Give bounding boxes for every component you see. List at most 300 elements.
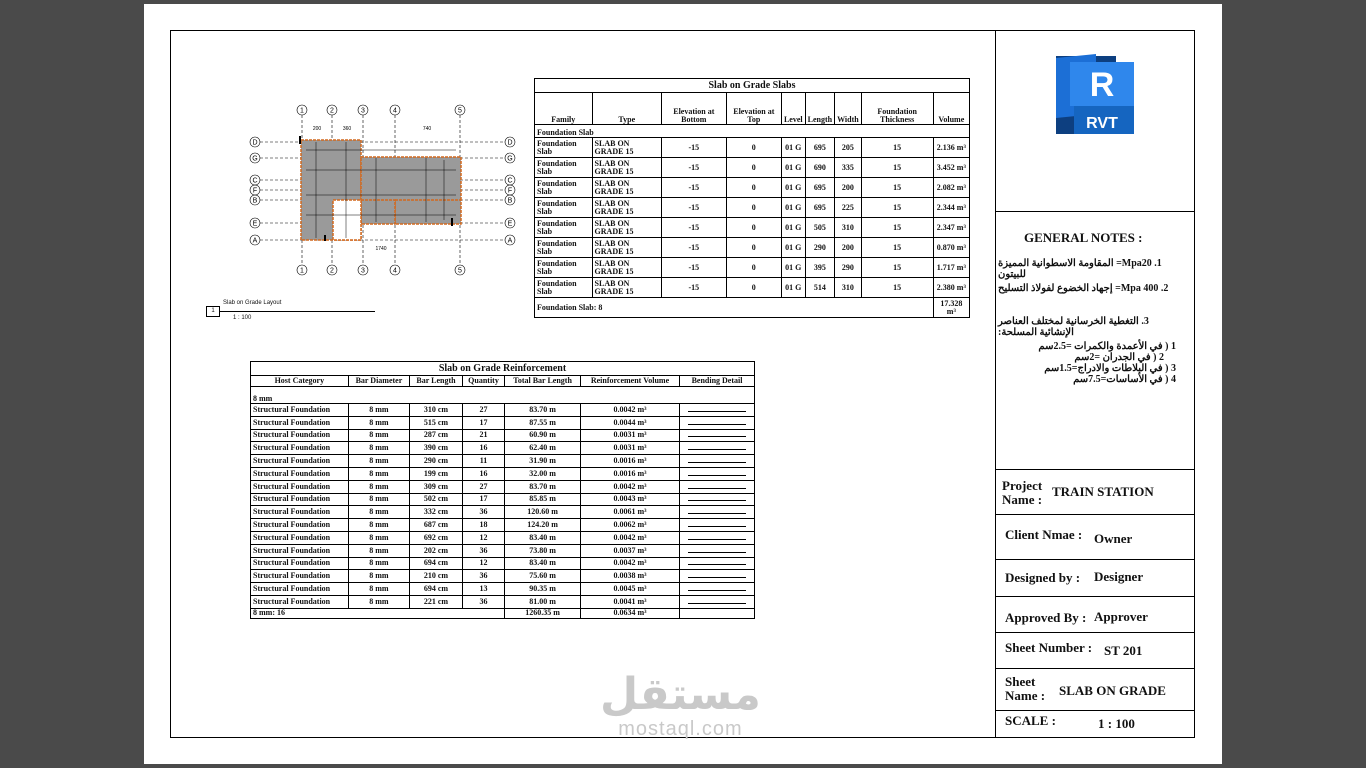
bending-detail-cell (680, 557, 755, 570)
grid-label-left: G (252, 155, 258, 163)
reinf-cell: 0.0062 m³ (580, 519, 679, 532)
slab-cell: Foundation Slab (535, 158, 593, 178)
reinf-cell: 83.40 m (505, 531, 581, 544)
bending-detail-cell (680, 442, 755, 455)
tb-divider (995, 559, 1195, 560)
grid-label-left: E (252, 220, 258, 228)
bending-detail-line (688, 431, 746, 437)
note-item: 4 ( في الأساسات=7.5سم (1073, 374, 1176, 385)
slab-cell: Foundation Slab (535, 178, 593, 198)
reinf-cell: 309 cm (410, 480, 463, 493)
bending-detail-line (688, 483, 746, 489)
reinf-cell: 8 mm (348, 404, 410, 417)
bending-detail-cell (680, 519, 755, 532)
reinf-cell: Structural Foundation (251, 557, 349, 570)
reinf-row (251, 583, 755, 596)
bending-detail-cell (680, 493, 755, 506)
slab-cell: 15 (861, 138, 933, 158)
slab-cell: 15 (861, 278, 933, 298)
reinf-cell: 0.0043 m³ (580, 493, 679, 506)
slab-cell: 200 (835, 238, 862, 258)
bending-detail-cell (680, 531, 755, 544)
slab-col-header: Volume (933, 93, 969, 125)
slab-cell: 290 (835, 258, 862, 278)
reinforcement-schedule-table (250, 361, 755, 619)
slab-total: 17.328 m³ (933, 298, 969, 318)
reinf-cell: 0.0042 m³ (580, 557, 679, 570)
bending-detail-line (688, 508, 746, 514)
bending-detail-line (688, 585, 746, 591)
approver-name: Approver (1094, 609, 1148, 624)
grid-label-bottom: 3 (361, 267, 365, 275)
slab-cell: 695 (805, 198, 834, 218)
project-label: Project Name : (1002, 478, 1043, 507)
slab-cell: 0 (726, 178, 781, 198)
notes-title: GENERAL NOTES : (1024, 230, 1143, 245)
slab-cell: 01 G (781, 278, 805, 298)
reinf-cell: 8 mm (348, 455, 410, 468)
slab-cell: 505 (805, 218, 834, 238)
slab-row (535, 178, 970, 198)
client-label: Client Nmae : (1005, 527, 1083, 542)
slab-cell: 225 (835, 198, 862, 218)
reinf-cell: 694 cm (410, 583, 463, 596)
reinf-col-header: Bending Detail (680, 376, 755, 387)
slab-row (535, 138, 970, 158)
reinf-cell: 81.00 m (505, 595, 581, 608)
reinf-row (251, 480, 755, 493)
reinf-cell: 0.0031 m³ (580, 429, 679, 442)
reinf-cell: 85.85 m (505, 493, 581, 506)
reinf-cell: 8 mm (348, 416, 410, 429)
reinf-cell: 8 mm (348, 480, 410, 493)
reinf-cell: 83.70 m (505, 404, 581, 417)
grid-label-left: C (252, 177, 258, 185)
designed-label: Designed by : (1005, 570, 1081, 585)
bending-detail-cell (680, 570, 755, 583)
slab-cell: -15 (661, 178, 726, 198)
reinf-cell: 8 mm (348, 493, 410, 506)
reinf-cell: 202 cm (410, 544, 463, 557)
tb-divider (995, 668, 1195, 669)
reinf-cell: 0.0042 m³ (580, 531, 679, 544)
slab-col-header: Level (781, 93, 805, 125)
project-name: TRAIN STATION (1052, 484, 1154, 499)
bending-detail-line (688, 534, 746, 540)
slab-cell: -15 (661, 158, 726, 178)
reinf-row (251, 506, 755, 519)
reinf-cell: 0.0061 m³ (580, 506, 679, 519)
slab-cell: 15 (861, 238, 933, 258)
slab-row (535, 278, 970, 298)
reinf-cell: 687 cm (410, 519, 463, 532)
watermark-latin: mostaql.com (618, 718, 743, 740)
reinf-cell: Structural Foundation (251, 493, 349, 506)
slab-cell: Foundation Slab (535, 218, 593, 238)
reinf-cell: 32.00 m (505, 467, 581, 480)
tb-divider (995, 632, 1195, 633)
bending-detail-line (688, 572, 746, 578)
tb-divider (995, 211, 1195, 212)
reinf-cell: 16 (462, 442, 504, 455)
reinf-row (251, 429, 755, 442)
slab-cell: Foundation Slab (535, 138, 593, 158)
reinf-cell: 83.40 m (505, 557, 581, 570)
reinf-cell: Structural Foundation (251, 570, 349, 583)
reinf-cell: Structural Foundation (251, 467, 349, 480)
logo-letter: R (1089, 66, 1115, 104)
reinf-cell: Structural Foundation (251, 544, 349, 557)
slab-cell: 01 G (781, 258, 805, 278)
reinf-cell: 8 mm (348, 467, 410, 480)
watermark (600, 669, 761, 741)
slab-cell: 15 (861, 198, 933, 218)
client-name: Owner (1094, 531, 1133, 546)
grid-label-left: F (252, 187, 258, 195)
bending-detail-cell (680, 429, 755, 442)
grid-label-top: 4 (393, 107, 397, 115)
reinf-cell: 287 cm (410, 429, 463, 442)
revit-logo-icon (1056, 54, 1136, 136)
note-item: 1. Mpa20= المقاومة الاسطوانية المميزة للبيتون (998, 258, 1162, 280)
reinf-row (251, 455, 755, 468)
reinf-row (251, 519, 755, 532)
reinf-cell: 27 (462, 404, 504, 417)
reinf-total-volume: 0.0634 m³ (580, 608, 679, 618)
grid-label-right: G (507, 155, 513, 163)
slab-cell: 395 (805, 258, 834, 278)
slab-group-header: Foundation Slab (535, 125, 970, 138)
slab-cell: 01 G (781, 138, 805, 158)
grid-label-right: B (507, 197, 513, 205)
reinf-cell: 12 (462, 557, 504, 570)
sheet-name-label: Sheet Name : (1005, 674, 1046, 703)
grid-label-right: C (507, 177, 513, 185)
reinf-cell: 221 cm (410, 595, 463, 608)
reinf-col-header: Host Category (251, 376, 349, 387)
reinf-cell: 502 cm (410, 493, 463, 506)
slab-cell: SLAB ON GRADE 15 (592, 218, 661, 238)
reinf-group-header: 8 mm (251, 387, 755, 404)
reinf-cell: 8 mm (348, 442, 410, 455)
reinf-cell: 8 mm (348, 519, 410, 532)
reinf-col-header: Bar Length (410, 376, 463, 387)
slab-cell: 2.136 m³ (933, 138, 969, 158)
reinf-cell: 8 mm (348, 429, 410, 442)
grid-label-left: B (252, 197, 258, 205)
reinf-row (251, 442, 755, 455)
slab-cell: 0.870 m³ (933, 238, 969, 258)
slab-col-header: Width (835, 93, 862, 125)
reinf-cell: Structural Foundation (251, 506, 349, 519)
bending-detail-cell (680, 583, 755, 596)
slab-cell: 15 (861, 258, 933, 278)
reinf-cell: 8 mm (348, 544, 410, 557)
reinf-cell: 8 mm (348, 570, 410, 583)
note-item: 2 ( في الجدران =2سم (1074, 352, 1164, 363)
grid-label-left: D (252, 139, 258, 147)
reinf-cell: 17 (462, 493, 504, 506)
reinf-cell: Structural Foundation (251, 595, 349, 608)
reinf-row (251, 493, 755, 506)
reinf-cell: 199 cm (410, 467, 463, 480)
slab-layout-plan (246, 100, 522, 280)
reinf-row (251, 544, 755, 557)
slab-col-header: Elevation at Bottom (661, 93, 726, 125)
slab-cell: 695 (805, 178, 834, 198)
bending-detail-cell (680, 506, 755, 519)
slab-cell: SLAB ON GRADE 15 (592, 198, 661, 218)
reinf-cell: 120.60 m (505, 506, 581, 519)
slab-cell: Foundation Slab (535, 278, 593, 298)
reinf-cell: 60.90 m (505, 429, 581, 442)
slab-cell: -15 (661, 198, 726, 218)
reinf-cell: 310 cm (410, 404, 463, 417)
slab-cell: Foundation Slab (535, 258, 593, 278)
dim-overall: 1740 (375, 246, 387, 252)
reinf-col-header: Bar Diameter (348, 376, 410, 387)
reinf-row (251, 595, 755, 608)
reinf-cell: 0.0037 m³ (580, 544, 679, 557)
note-item: 3 ( في البلاطات والادراج=1.5سم (1044, 363, 1176, 374)
reinf-cell: 332 cm (410, 506, 463, 519)
reinf-col-header: Reinforcement Volume (580, 376, 679, 387)
grid-label-right: A (507, 237, 513, 245)
slab-cell: 01 G (781, 218, 805, 238)
reinf-cell: 16 (462, 467, 504, 480)
slab-cell: 514 (805, 278, 834, 298)
reinf-cell: 8 mm (348, 531, 410, 544)
sheet-number: ST 201 (1104, 643, 1143, 658)
reinf-row (251, 557, 755, 570)
reinf-cell: 0.0031 m³ (580, 442, 679, 455)
grid-label-top: 1 (300, 107, 304, 115)
slab-cell: -15 (661, 278, 726, 298)
slab-cell: SLAB ON GRADE 15 (592, 138, 661, 158)
reinf-cell: 0.0042 m³ (580, 404, 679, 417)
reinf-cell: 0.0016 m³ (580, 455, 679, 468)
reinf-cell: 390 cm (410, 442, 463, 455)
reinf-cell: 0.0041 m³ (580, 595, 679, 608)
reinf-cell: 36 (462, 595, 504, 608)
bending-detail-line (688, 598, 746, 604)
slab-cell: 0 (726, 198, 781, 218)
reinf-cell: 8 mm (348, 595, 410, 608)
reinf-cell: Structural Foundation (251, 455, 349, 468)
sheet-number-label: Sheet Number : (1005, 640, 1093, 655)
reinf-row (251, 416, 755, 429)
note-item: 1 ( في الأعمدة والكمرات =2.5سم (1038, 341, 1176, 352)
reinf-cell: 694 cm (410, 557, 463, 570)
slab-footer: Foundation Slab: 8 (535, 298, 934, 318)
reinf-col-header: Total Bar Length (505, 376, 581, 387)
bending-detail-line (688, 406, 746, 412)
slab-cell: Foundation Slab (535, 238, 593, 258)
general-notes (998, 230, 1192, 385)
slab-cell: -15 (661, 238, 726, 258)
reinf-cell: 515 cm (410, 416, 463, 429)
scale-label: SCALE : (1005, 713, 1056, 728)
slab-col-header: Elevation at Top (726, 93, 781, 125)
slab-row (535, 158, 970, 178)
approved-label: Approved By : (1005, 610, 1087, 625)
reinf-cell: 290 cm (410, 455, 463, 468)
bending-detail-cell (680, 404, 755, 417)
reinf-cell: Structural Foundation (251, 480, 349, 493)
grid-label-left: A (252, 237, 258, 245)
slab-cell: -15 (661, 138, 726, 158)
reinf-cell: 0.0042 m³ (580, 480, 679, 493)
reinf-cell: 90.35 m (505, 583, 581, 596)
slab-cell: 310 (835, 278, 862, 298)
slab-cell: 0 (726, 278, 781, 298)
slab-col-header: Type (592, 93, 661, 125)
tb-divider (995, 514, 1195, 515)
note-item: 3. التغطية الخرسانية لمختلف العناصر الإنشائية المسلحة: (998, 316, 1149, 338)
reinf-cell: 75.60 m (505, 570, 581, 583)
slab-cell: -15 (661, 218, 726, 238)
reinf-cell: 0.0044 m³ (580, 416, 679, 429)
slab-row (535, 218, 970, 238)
slab-cell: SLAB ON GRADE 15 (592, 158, 661, 178)
reinf-cell: 0.0038 m³ (580, 570, 679, 583)
view-scale: 1 : 100 (233, 315, 252, 321)
bending-detail-line (688, 495, 746, 501)
tb-divider (995, 469, 1195, 470)
reinf-schedule-title: Slab on Grade Reinforcement (251, 362, 755, 376)
reinf-row (251, 404, 755, 417)
reinf-cell: 62.40 m (505, 442, 581, 455)
reinf-footer: 8 mm: 16 (251, 608, 505, 618)
grid-label-top: 3 (361, 107, 365, 115)
slab-row (535, 238, 970, 258)
dim-label: 360 (342, 126, 352, 132)
slab-cell: 0 (726, 238, 781, 258)
bending-detail-line (688, 419, 746, 425)
slab-cell: 0 (726, 218, 781, 238)
slab-row (535, 258, 970, 278)
reinf-cell: 0.0016 m³ (580, 467, 679, 480)
bending-detail-line (688, 547, 746, 553)
grid-label-top: 2 (330, 107, 334, 115)
reinf-cell: 36 (462, 506, 504, 519)
slab-cell: 1.717 m³ (933, 258, 969, 278)
reinf-cell: Structural Foundation (251, 583, 349, 596)
reinf-total-length: 1260.35 m (505, 608, 581, 618)
reinf-col-header: Quantity (462, 376, 504, 387)
reinf-cell: 12 (462, 531, 504, 544)
bending-detail-line (688, 470, 746, 476)
dim-label: 740 (422, 126, 432, 132)
scale-value: 1 : 100 (1098, 716, 1135, 731)
bending-detail-line (688, 457, 746, 463)
reinf-cell: 87.55 m (505, 416, 581, 429)
slab-cell: 01 G (781, 158, 805, 178)
reinf-cell: 36 (462, 570, 504, 583)
dim-label: 200 (312, 126, 322, 132)
reinf-cell: 18 (462, 519, 504, 532)
slab-cell: 205 (835, 138, 862, 158)
slab-cell: 695 (805, 138, 834, 158)
reinf-cell: Structural Foundation (251, 416, 349, 429)
reinf-cell: Structural Foundation (251, 531, 349, 544)
grid-label-bottom: 5 (458, 267, 462, 275)
slab-cell: 15 (861, 158, 933, 178)
reinf-cell: Structural Foundation (251, 519, 349, 532)
slab-schedule-table (534, 78, 970, 318)
reinf-row (251, 467, 755, 480)
reinf-cell: 13 (462, 583, 504, 596)
slab-col-header: Length (805, 93, 834, 125)
reinf-cell: 36 (462, 544, 504, 557)
grid-label-right: D (507, 139, 513, 147)
reinf-cell: 11 (462, 455, 504, 468)
note-item: 2. Mpa 400= إجهاد الخضوع لفولاذ التسليح (998, 283, 1169, 294)
bending-detail-cell (680, 467, 755, 480)
slab-cell: Foundation Slab (535, 198, 593, 218)
logo-sub: RVT (1086, 115, 1118, 132)
bending-detail-line (688, 444, 746, 450)
slab-cell: 01 G (781, 238, 805, 258)
grid-label-right: E (507, 220, 513, 228)
bending-detail-line (688, 521, 746, 527)
reinf-cell: 692 cm (410, 531, 463, 544)
reinf-cell: Structural Foundation (251, 404, 349, 417)
reinf-cell: 73.80 m (505, 544, 581, 557)
tb-divider (995, 596, 1195, 597)
slab-col-header: Family (535, 93, 593, 125)
reinf-cell: 17 (462, 416, 504, 429)
reinf-cell: 8 mm (348, 506, 410, 519)
reinf-cell: 8 mm (348, 557, 410, 570)
slab-col-header: Foundation Thickness (861, 93, 933, 125)
slab-cell: SLAB ON GRADE 15 (592, 238, 661, 258)
reinf-cell: 0.0045 m³ (580, 583, 679, 596)
slab-cell: 01 G (781, 178, 805, 198)
designer-name: Designer (1094, 569, 1144, 584)
slab-cell: 690 (805, 158, 834, 178)
bending-detail-cell (680, 480, 755, 493)
view-tag: 1 (206, 306, 220, 317)
tb-divider (995, 710, 1195, 711)
slab-cell: -15 (661, 258, 726, 278)
slab-cell: 3.452 m³ (933, 158, 969, 178)
slab-cell: SLAB ON GRADE 15 (592, 278, 661, 298)
slab-cell: 15 (861, 218, 933, 238)
reinf-cell: Structural Foundation (251, 429, 349, 442)
reinf-cell: 8 mm (348, 583, 410, 596)
bending-detail-cell (680, 455, 755, 468)
slab-row (535, 198, 970, 218)
slab-cell: 2.344 m³ (933, 198, 969, 218)
slab-cell: 310 (835, 218, 862, 238)
bending-detail-cell (680, 544, 755, 557)
reinf-cell: 21 (462, 429, 504, 442)
slab-cell: 335 (835, 158, 862, 178)
reinf-cell: Structural Foundation (251, 442, 349, 455)
slab-cell: 0 (726, 158, 781, 178)
bending-detail-line (688, 559, 746, 565)
reinf-cell: 31.90 m (505, 455, 581, 468)
view-title-line (219, 311, 375, 312)
bending-detail-cell (680, 595, 755, 608)
slab-cell: 2.347 m³ (933, 218, 969, 238)
reinf-row (251, 570, 755, 583)
grid-label-bottom: 4 (393, 267, 397, 275)
view-title: Slab on Grade Layout (223, 300, 282, 306)
slab-cell: 01 G (781, 198, 805, 218)
slab-cell: SLAB ON GRADE 15 (592, 258, 661, 278)
